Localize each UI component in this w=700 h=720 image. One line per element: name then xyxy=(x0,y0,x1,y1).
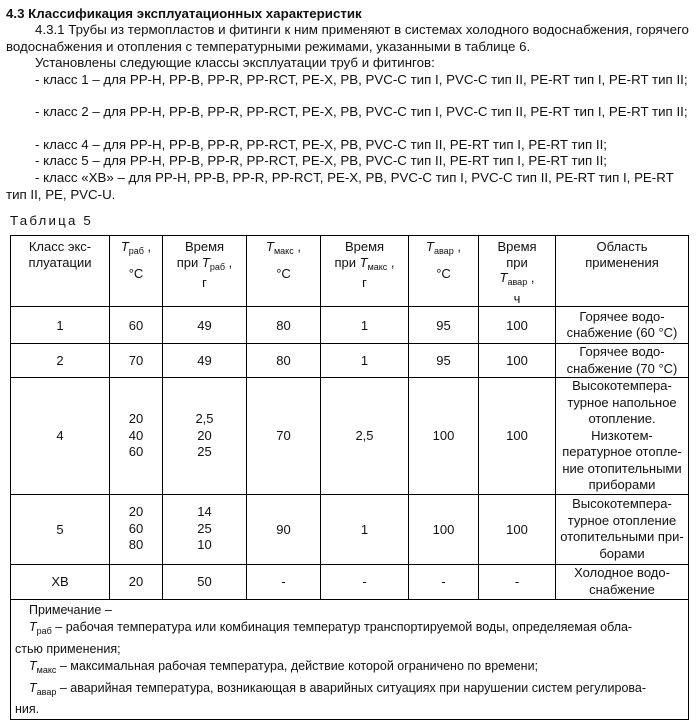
cell-t-emergency: 95 xyxy=(409,307,479,344)
list-item-class-xv: - класс «ХВ» – для PP-H, PP-B, PP-R, PP-RCT, PE-X, PB, PVC-C тип I, PVC-C тип II, PE-RT тип I, PE-RT тип II, PE, PVC-U. xyxy=(6,170,674,202)
cell-t-max: 90 xyxy=(247,494,321,564)
cell-class: 5 xyxy=(11,494,110,564)
cell-time-at-t-emergency: - xyxy=(479,564,556,599)
cell-class: 1 xyxy=(11,307,110,344)
list-item-class-4: - класс 4 – для PP-H, PP-B, PP-R, PP-RCT, PE-X, PB, PVC-C тип II, PE-RT тип I, PE-RT тип II; xyxy=(35,137,607,152)
cell-class: 2 xyxy=(11,344,110,378)
note-title: Примечание – xyxy=(29,602,112,617)
cell-time-at-t-work: 49 xyxy=(163,344,247,378)
cell-time-at-t-max: - xyxy=(321,564,409,599)
cell-time-at-t-emergency: 100 xyxy=(479,344,556,378)
table-header-row xyxy=(11,236,689,307)
cell-class: 4 xyxy=(11,378,110,495)
cell-t-work: 20 xyxy=(110,564,163,599)
cell-t-work: 20 60 80 xyxy=(110,494,163,564)
header-time-at-t-work: Время при $T_{раб}$ , г xyxy=(163,236,247,307)
cell-time-at-t-work: 14 25 10 xyxy=(163,494,247,564)
cell-time-at-t-emergency: 100 xyxy=(479,378,556,495)
cell-time-at-t-emergency: 100 xyxy=(479,307,556,344)
header-time-at-t-max: Время при $T_{макс}$ , г xyxy=(321,236,409,307)
cell-t-max: 70 xyxy=(247,378,321,495)
cell-t-max: - xyxy=(247,564,321,599)
table-row xyxy=(11,344,689,378)
cell-t-max: 80 xyxy=(247,344,321,378)
table-note-row xyxy=(11,599,689,719)
cell-application-area: Высокотемпера- турное отопление отопительными при- борами xyxy=(556,494,689,564)
section-heading: 4.3 Классификация эксплуатационных характеристик xyxy=(6,6,362,21)
cell-t-emergency: 100 xyxy=(409,378,479,495)
note-line-t-max: $T_{макс}$ – максимальная рабочая температура, действие которой ограничено по времени; xyxy=(29,659,539,675)
cell-t-emergency: - xyxy=(409,564,479,599)
list-item-class-1: - класс 1 – для PP-H, PP-B, PP-R, PP-RCT, PE-X, PB, PVC-C тип I, PVC-C тип II, PE-RT тип I, PE-RT тип II; xyxy=(35,72,688,87)
classes-table xyxy=(10,235,689,720)
cell-time-at-t-max: 1 xyxy=(321,494,409,564)
header-t-work: $T_{раб}$ , °С xyxy=(110,236,163,307)
cell-application-area: Горячее водо- снабжение (60 °С) xyxy=(556,307,689,344)
cell-class: ХВ xyxy=(11,564,110,599)
cell-application-area: Высокотемпера- турное напольное отопление. Низкотем- пературное отопле- ние отопительными приборами xyxy=(556,378,689,495)
cell-t-work: 20 40 60 xyxy=(110,378,163,495)
note-line-t-emergency: $T_{авар}$ – аварийная температура, возникающая в аварийных ситуациях при нарушении систем регулирова- xyxy=(29,680,647,697)
header-class: Класс экс- плуатации xyxy=(11,236,110,307)
table-row xyxy=(11,378,689,495)
cell-t-work: 60 xyxy=(110,307,163,344)
cell-time-at-t-max: 1 xyxy=(321,307,409,344)
table-row xyxy=(11,307,689,344)
cell-time-at-t-work: 50 xyxy=(163,564,247,599)
cell-t-max: 80 xyxy=(247,307,321,344)
paragraph-4-3-1: 4.3.1 Трубы из термопластов и фитинги к ним применяют в системах холодного водоснабжения, горячего водоснабжения и отопления с температурными режимами, указанными в таблице 6. xyxy=(6,22,689,54)
list-item-class-5: - класс 5 – для PP-H, PP-B, PP-R, PP-RCT, PE-X, PB, PVC-C тип II, PE-RT тип I, PE-RT тип II; xyxy=(35,153,607,168)
cell-application-area: Холодное водо- снабжение xyxy=(556,564,689,599)
header-application-area: Область применения xyxy=(556,236,689,307)
table-row xyxy=(11,494,689,564)
cell-t-emergency: 95 xyxy=(409,344,479,378)
note-line-t-work: $T_{раб}$ – рабочая температура или комбинация температур транспортируемой воды, определяемая обла- xyxy=(29,620,633,636)
paragraph-classes-intro: Установлены следующие классы эксплуатации труб и фитингов: xyxy=(35,55,435,70)
table-caption: Таблица 5 xyxy=(10,213,94,228)
cell-application-area: Горячее водо- снабжение (70 °С) xyxy=(556,344,689,378)
table-note: Примечание – $T_{раб}$ – рабочая температура или комбинация температур транспортируемой воды, определяемая обла- стью применения; $T_{макс}$ – максимальная рабочая температура, действие которой ограничено по времени; $T_{авар}$ – аварийная температура, возникающая в аварийных ситуациях при нарушении систем регулирова- ния. xyxy=(11,599,689,719)
cell-time-at-t-work: 2,5 20 25 xyxy=(163,378,247,495)
cell-time-at-t-max: 2,5 xyxy=(321,378,409,495)
list-item-class-2: - класс 2 – для PP-H, PP-B, PP-R, PP-RCT, PE-X, PB, PVC-C тип I, PVC-C тип II, PE-RT тип I, PE-RT тип II; xyxy=(35,104,688,119)
cell-t-work: 70 xyxy=(110,344,163,378)
header-t-emergency: $T_{авар}$ , °С xyxy=(409,236,479,307)
cell-time-at-t-work: 49 xyxy=(163,307,247,344)
cell-time-at-t-emergency: 100 xyxy=(479,494,556,564)
cell-t-emergency: 100 xyxy=(409,494,479,564)
table-row xyxy=(11,564,689,599)
cell-time-at-t-max: 1 xyxy=(321,344,409,378)
header-time-at-t-emergency: Время при $T_{авар}$ , ч xyxy=(479,236,556,307)
header-t-max: $T_{макс}$ , °С xyxy=(247,236,321,307)
